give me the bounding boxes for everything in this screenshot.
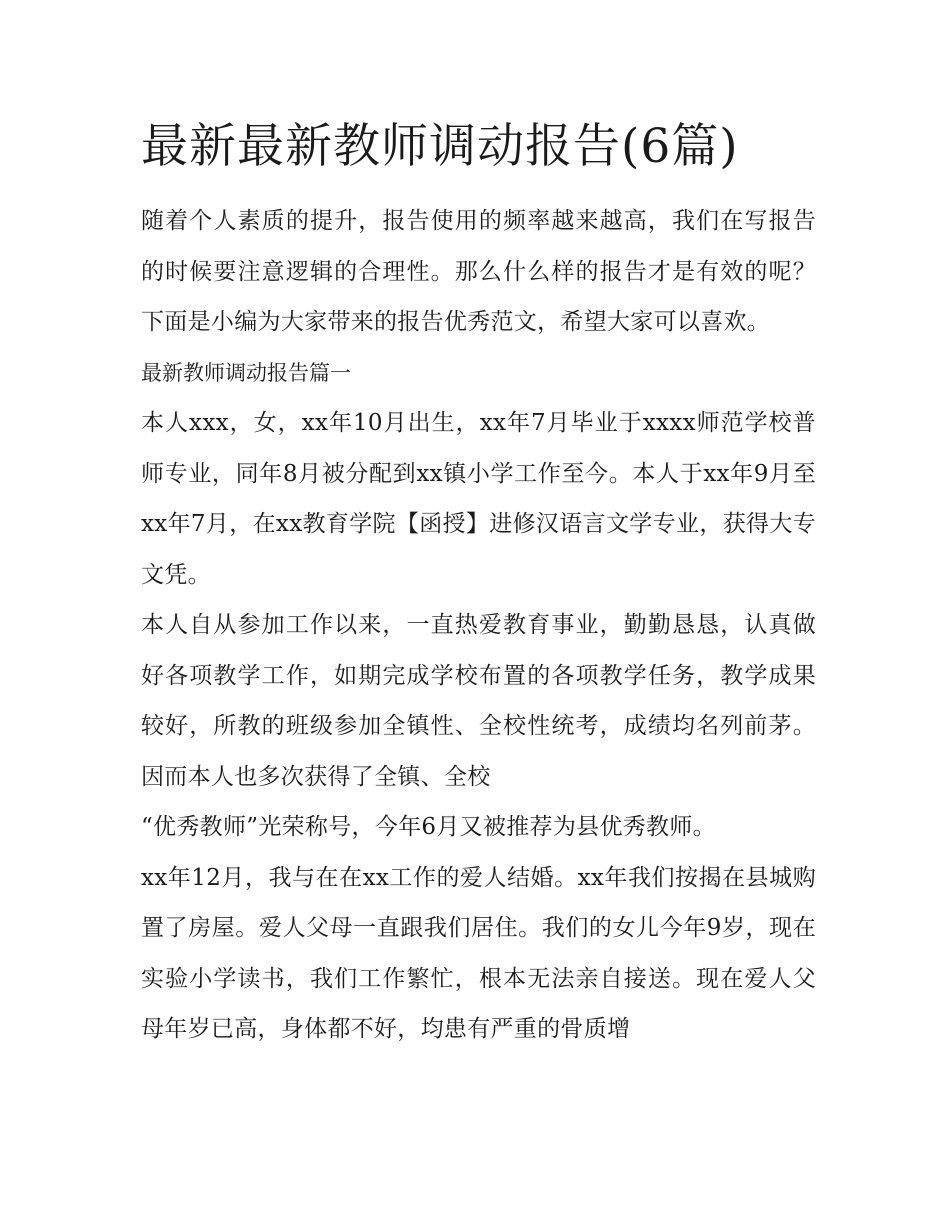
body-paragraph-4: xx年12月，我与在在xx工作的爱人结婚。xx年我们按揭在县城购置了房屋。爱人父母一直跟我们居住。我们的女儿今年9岁，现在实验小学读书，我们工作繁忙，根本无法亲自接送。现在爱人父母年岁已高，身体都不好，均患有严重的骨质增 bbox=[141, 864, 816, 1042]
intro-paragraph: 随着个人素质的提升，报告使用的频率越来越高，我们在写报告的时候要注意逻辑的合理性。那么什么样的报告才是有效的呢？下面是小编为大家带来的报告优秀范文，希望大家可以喜欢。 bbox=[141, 208, 816, 335]
document-body bbox=[141, 118, 816, 1055]
page-title: 最新最新教师调动报告(6篇) bbox=[141, 119, 739, 174]
body-paragraph-3: “优秀教师”光荣称号，今年6月又被推荐为县优秀教师。 bbox=[141, 814, 716, 840]
body-paragraph-1: 本人xxx，女，xx年10月出生，xx年7月毕业于xxxx师范学校普师专业，同年8月被分配到xx镇小学工作至今。本人于xx年9月至xx年7月，在xx教育学院【函授】进修汉语言文学专业，获得大专文凭。 bbox=[141, 410, 816, 588]
section-heading: 最新教师调动报告篇一 bbox=[141, 360, 351, 385]
body-paragraph-2: 本人自从参加工作以来，一直热爱教育事业，勤勤恳恳，认真做好各项教学工作，如期完成学校布置的各项教学任务，教学成果较好，所教的班级参加全镇性、全校性统考，成绩均名列前茅。因而本人也多次获得了全镇、全校 bbox=[141, 612, 816, 790]
